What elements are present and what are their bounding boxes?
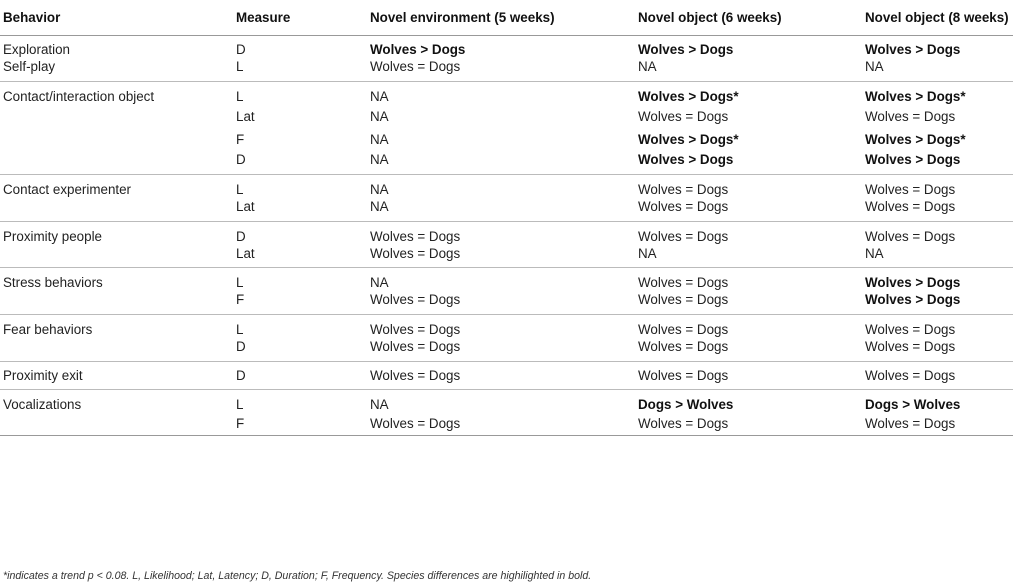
measure-cell: D (233, 151, 367, 174)
measure-cell: L (236, 396, 244, 412)
novel-environment-5w-cell: NA (370, 109, 389, 125)
table-row (0, 389, 1013, 412)
behavior-cell (0, 338, 233, 361)
measure-cell: D (236, 228, 246, 244)
novel-environment-5w-cell: NA (370, 132, 389, 148)
novel-object-6w-cell: Wolves > Dogs* (638, 88, 739, 104)
header-novel-environment-5w: Novel environment (5 weeks) (367, 0, 635, 35)
novel-object-8w-cell: Wolves = Dogs (862, 338, 1013, 361)
novel-object-6w-cell: Wolves = Dogs (635, 361, 862, 389)
measure-cell: F (236, 132, 245, 148)
novel-object-6w-cell: Wolves = Dogs (638, 109, 729, 125)
header-behavior: Behavior (0, 0, 233, 35)
table-row (0, 58, 1013, 81)
behavior-cell (0, 198, 233, 221)
table-row (0, 412, 1013, 435)
measure-cell: D (236, 42, 246, 58)
behavior-cell: Stress behaviors (3, 275, 103, 291)
table-footnote: *indicates a trend p < 0.08. L, Likelihood; Lat, Latency; D, Duration; F, Frequency. Species differences are highilighted in bold. (3, 570, 592, 582)
novel-object-8w-cell: Wolves > Dogs (865, 42, 961, 58)
novel-object-6w-cell: Wolves = Dogs (635, 412, 862, 435)
novel-object-6w-cell: Wolves = Dogs (635, 291, 862, 314)
novel-environment-5w-cell: NA (370, 396, 389, 412)
measure-cell: L (236, 321, 244, 337)
behavior-cell (0, 128, 233, 151)
table-row (0, 268, 1013, 291)
behavior-cell (0, 151, 233, 174)
measure-cell: L (236, 182, 244, 198)
table-row (0, 315, 1013, 338)
novel-object-6w-cell: Wolves = Dogs (638, 275, 729, 291)
novel-environment-5w-cell: NA (370, 88, 389, 104)
measure-cell: L (236, 88, 244, 104)
novel-environment-5w-cell: NA (370, 275, 389, 291)
novel-environment-5w-cell: Wolves = Dogs (367, 291, 635, 314)
behavior-cell (0, 291, 233, 314)
behavior-cell: Vocalizations (3, 396, 82, 412)
measure-cell: F (233, 412, 367, 435)
measure-cell: F (233, 291, 367, 314)
behavior-cell: Contact experimenter (3, 182, 132, 198)
novel-object-8w-cell: Wolves > Dogs (865, 275, 961, 291)
table-row (0, 82, 1013, 105)
table-row (0, 361, 1013, 389)
novel-environment-5w-cell: NA (370, 182, 389, 198)
table-row (0, 175, 1013, 198)
header-measure: Measure (233, 0, 367, 35)
behavior-cell (0, 105, 233, 128)
novel-object-6w-cell: NA (635, 245, 862, 268)
table-row (0, 198, 1013, 221)
novel-object-8w-cell: NA (862, 58, 1013, 81)
measure-cell: L (233, 58, 367, 81)
novel-object-6w-cell: Wolves = Dogs (635, 338, 862, 361)
novel-object-8w-cell: Wolves = Dogs (862, 361, 1013, 389)
table-row (0, 128, 1013, 151)
novel-environment-5w-cell: Wolves = Dogs (367, 412, 635, 435)
novel-object-8w-cell: Wolves = Dogs (865, 228, 956, 244)
novel-object-6w-cell: Wolves = Dogs (638, 228, 729, 244)
novel-object-6w-cell: Wolves > Dogs* (638, 132, 739, 148)
measure-cell: D (233, 338, 367, 361)
measure-cell: Lat (236, 109, 255, 125)
table-row (0, 35, 1013, 58)
novel-object-8w-cell: Wolves > Dogs (862, 291, 1013, 314)
novel-object-8w-cell: Wolves = Dogs (865, 182, 956, 198)
table-row (0, 105, 1013, 128)
novel-environment-5w-cell: Wolves = Dogs (367, 361, 635, 389)
measure-cell: L (236, 275, 244, 291)
measure-cell: Lat (233, 245, 367, 268)
behavior-cell (0, 245, 233, 268)
behavior-cell: Proximity people (3, 228, 102, 244)
novel-object-8w-cell: Wolves = Dogs (865, 109, 956, 125)
behavior-cell: Proximity exit (0, 361, 233, 389)
novel-environment-5w-cell: Wolves = Dogs (367, 338, 635, 361)
novel-environment-5w-cell: Wolves = Dogs (367, 58, 635, 81)
novel-object-6w-cell: Wolves = Dogs (638, 321, 729, 337)
novel-object-8w-cell: Dogs > Wolves (865, 396, 961, 412)
header-novel-object-8w: Novel object (8 weeks) (862, 0, 1013, 35)
behavior-cell (0, 412, 233, 435)
measure-cell: D (233, 361, 367, 389)
novel-object-8w-cell: Wolves > Dogs (862, 151, 1013, 174)
novel-object-6w-cell: Wolves > Dogs (638, 42, 734, 58)
novel-object-6w-cell: NA (635, 58, 862, 81)
novel-object-8w-cell: Wolves = Dogs (862, 198, 1013, 221)
novel-object-8w-cell: Wolves = Dogs (862, 412, 1013, 435)
behavior-cell: Contact/interaction object (3, 88, 155, 104)
behavior-cell: Exploration (3, 42, 70, 58)
novel-environment-5w-cell: Wolves > Dogs (370, 42, 466, 58)
header-novel-object-6w: Novel object (6 weeks) (635, 0, 862, 35)
table-row (0, 245, 1013, 268)
behavior-cell: Fear behaviors (3, 321, 93, 337)
novel-environment-5w-cell: NA (367, 198, 635, 221)
novel-object-8w-cell: Wolves > Dogs* (865, 88, 966, 104)
novel-object-6w-cell: Wolves > Dogs (635, 151, 862, 174)
novel-object-6w-cell: Dogs > Wolves (638, 396, 734, 412)
table-row (0, 291, 1013, 314)
novel-object-6w-cell: Wolves = Dogs (635, 198, 862, 221)
novel-object-8w-cell: Wolves > Dogs* (865, 132, 966, 148)
novel-object-8w-cell: NA (862, 245, 1013, 268)
header-row (0, 0, 1013, 35)
novel-environment-5w-cell: Wolves = Dogs (370, 321, 461, 337)
novel-object-8w-cell: Wolves = Dogs (865, 321, 956, 337)
novel-environment-5w-cell: Wolves = Dogs (370, 228, 461, 244)
table-row (0, 221, 1013, 244)
novel-environment-5w-cell: NA (367, 151, 635, 174)
novel-environment-5w-cell: Wolves = Dogs (367, 245, 635, 268)
table-row (0, 338, 1013, 361)
novel-object-6w-cell: Wolves = Dogs (638, 182, 729, 198)
measure-cell: Lat (233, 198, 367, 221)
behavior-cell: Self-play (0, 58, 233, 81)
table-row (0, 151, 1013, 174)
